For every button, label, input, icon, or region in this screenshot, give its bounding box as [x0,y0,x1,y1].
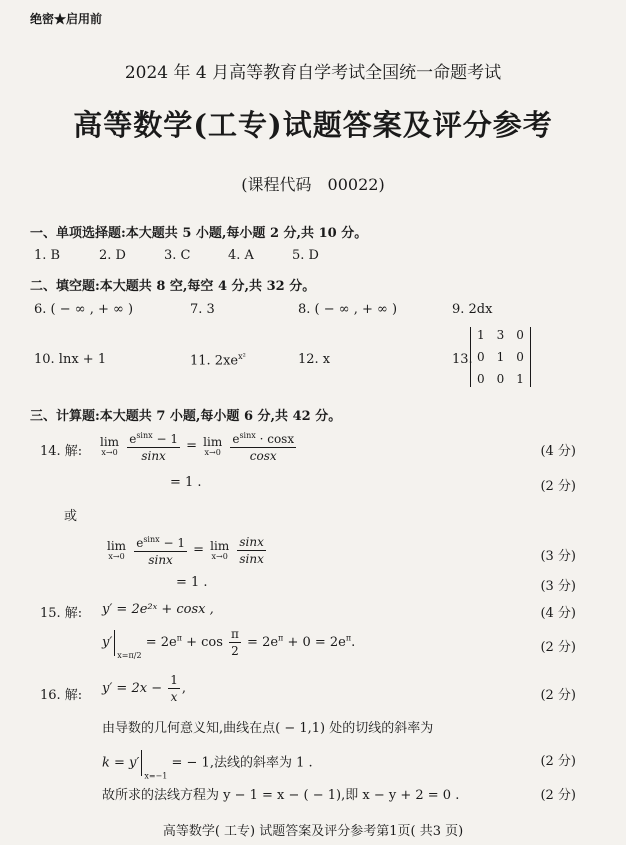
q14-alt-expression: lim x→0 $\frac{e^{sinx} - 1}{\sin x}$ = lim x→0 $\frac{\sin x}{\sin x}$ [105,532,268,568]
answer-5: 5. D [292,248,319,263]
page-footer: 高等数学( 工专) 试题答案及评分参考第1页( 共3 页) [162,824,464,839]
q16-label: 16. 解: [40,688,83,703]
matrix-row [477,371,524,387]
matrix-row [477,349,524,365]
q14-score-1: (4 分) [540,444,576,459]
matrix-cell: 1 [477,328,485,342]
matrix-cell: 0 [516,350,524,364]
answer-11-base: 11. 2xe [190,353,239,369]
section3-heading: 三、计算题:本大题共 7 小题,每小题 6 分,共 42 分。 [30,409,342,424]
section1-heading: 一、单项选择题:本大题共 5 小题,每小题 2 分,共 10 分。 [30,226,368,241]
confidential-mark: 绝密★启用前 [30,12,103,26]
matrix-cell: 0 [516,328,524,342]
answer-11 [190,352,246,368]
q15-label: 15. 解: [40,606,83,621]
matrix-cell: 0 [496,372,505,386]
answer-7: 7. 3 [190,302,215,317]
matrix-cell: 1 [496,350,505,364]
answer-13-label: 13. [452,352,473,367]
answer-6: 6. ( − ∞ , + ∞ ) [34,302,134,317]
q16-score-1: (2 分) [540,688,576,703]
q15-score-1: (4 分) [540,606,576,621]
q16-normal-line: 故所求的法线方程为 y − 1 = x − ( − 1),即 x − y + 2 = 0 . [102,788,460,803]
matrix-row [477,327,524,343]
answer-3: 3. C [164,248,191,263]
q16-score-2: (2 分) [540,754,576,769]
q14-score-2: (2 分) [540,479,576,494]
answer-8: 8. ( − ∞ , + ∞ ) [298,302,398,317]
q15-derivative: y′ = 2e²ˣ + cosx , [102,602,214,617]
matrix-cell: 1 [516,372,524,386]
matrix-cell: 3 [496,328,505,342]
identity-matrix [470,327,531,387]
matrix-cell: 0 [477,350,485,364]
q14-score-3: (3 分) [540,549,576,564]
q14-result: = 1 . [170,475,202,490]
q14-score-4: (3 分) [540,579,576,594]
answer-4: 4. A [228,248,254,263]
answer-12: 12. x [298,352,331,367]
q16-derivative: y′ = 2x − $\frac{1}{x}$ , [102,673,187,704]
exam-subtitle: 2024 年 4 月高等教育自学考试全国统一命题考试 [124,63,502,83]
answer-2: 2. D [99,248,126,263]
q15-evaluation: $y'_{x=\pi/2} = 2e^\pi + \cos$ $\frac{\pi}{2}$ = $2e^\pi + 0 = 2e^\pi$. [102,627,356,660]
q16-explanation: 由导数的几何意义知,曲线在点( − 1,1) 处的切线的斜率为 [102,721,434,736]
q14-result-2: = 1 . [176,575,208,590]
course-code: (课程代码 00022) [241,175,385,194]
answer-11-exponent: x² [238,352,246,361]
answer-9: 9. 2dx [452,302,493,317]
q14-label: 14. 解: [40,444,83,459]
q16-score-3: (2 分) [540,788,576,803]
section2-heading: 二、填空题:本大题共 8 空,每空 4 分,共 32 分。 [30,279,316,294]
answer-10: 10. lnx + 1 [34,352,107,367]
page-title: 高等数学(工专)试题答案及评分参考 [73,108,553,142]
q14-alternative: 或 [64,509,78,524]
q16-slope: $k = y'_{x=-1}$ = − 1,法线的斜率为 1 . [102,750,313,781]
answer-1: 1. B [34,248,61,263]
matrix-cell: 0 [477,372,485,386]
q14-limit-expression: lim x→0 $\frac{e^{sinx} - 1}{\sin x}$ = lim x→0 $\frac{e^{sinx} \cdot \cos x}{\cos x}$ [98,428,298,464]
q15-score-2: (2 分) [540,640,576,655]
